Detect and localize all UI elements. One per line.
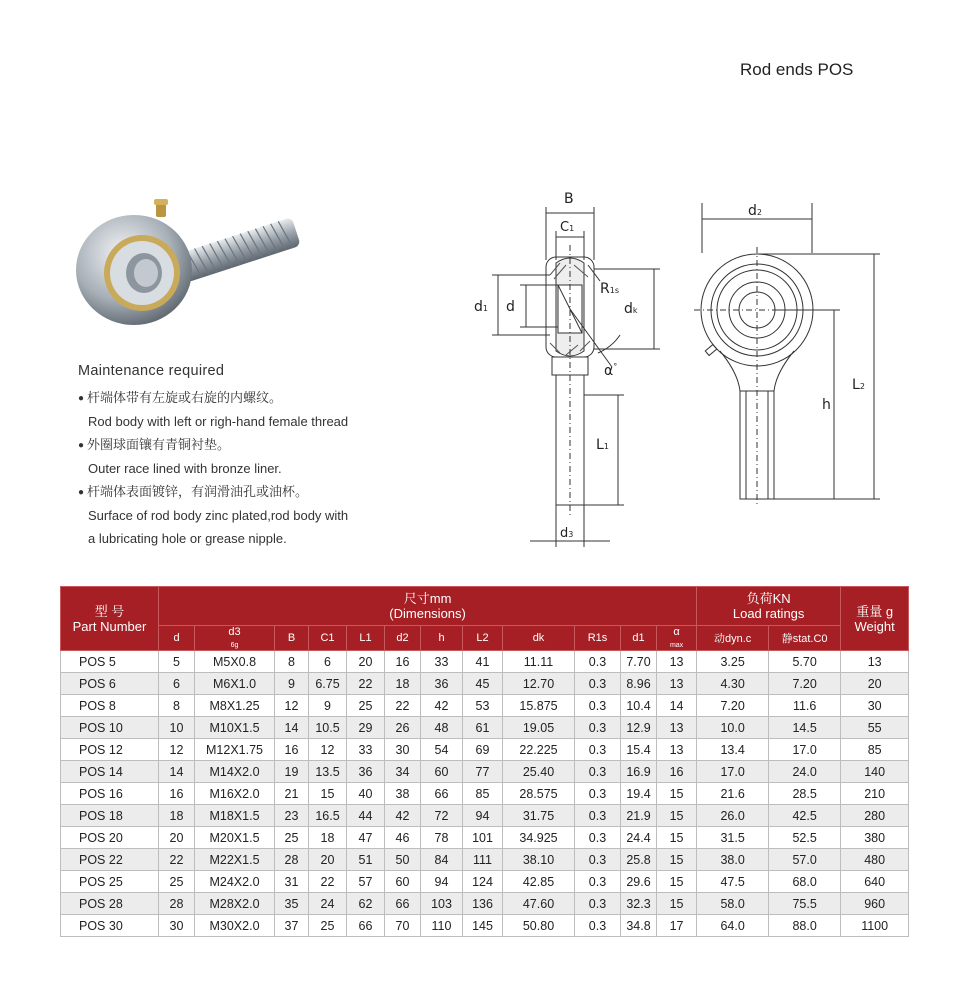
table-cell: M28X2.0 bbox=[195, 893, 275, 915]
table-cell: M22X1.5 bbox=[195, 849, 275, 871]
table-cell: 11.11 bbox=[503, 651, 575, 673]
table-cell: 18 bbox=[385, 673, 421, 695]
table-cell: 29.6 bbox=[621, 871, 657, 893]
table-cell: 3.25 bbox=[697, 651, 769, 673]
label-L1: L bbox=[596, 437, 604, 453]
svg-text:L2: L2 bbox=[852, 377, 865, 393]
table-cell: 42.85 bbox=[503, 871, 575, 893]
weight-header: 重量 g Weight bbox=[841, 587, 909, 651]
label-dk: d bbox=[624, 301, 633, 317]
part-number-cell: POS 28 bbox=[61, 893, 159, 915]
table-cell: 6 bbox=[159, 673, 195, 695]
table-cell: 25.8 bbox=[621, 849, 657, 871]
table-cell: 13 bbox=[657, 739, 697, 761]
svg-text:R1s: R1s bbox=[600, 281, 619, 297]
note-2-cn: ● 外圈球面镶有青铜衬垫。 bbox=[78, 434, 408, 459]
table-cell: 960 bbox=[841, 893, 909, 915]
table-cell: M18X1.5 bbox=[195, 805, 275, 827]
table-cell: 53 bbox=[463, 695, 503, 717]
table-cell: 46 bbox=[385, 827, 421, 849]
table-row bbox=[61, 893, 909, 915]
table-cell: 22 bbox=[347, 673, 385, 695]
table-row bbox=[61, 915, 909, 937]
part-number-cell: POS 6 bbox=[61, 673, 159, 695]
table-cell: 13.5 bbox=[309, 761, 347, 783]
table-row bbox=[61, 651, 909, 673]
svg-text:d2: d2 bbox=[748, 203, 762, 219]
front-view-drawing bbox=[690, 195, 890, 515]
table-cell: 19.4 bbox=[621, 783, 657, 805]
table-cell: 15 bbox=[309, 783, 347, 805]
table-cell: 8.96 bbox=[621, 673, 657, 695]
table-cell: 85 bbox=[463, 783, 503, 805]
table-cell: 54 bbox=[421, 739, 463, 761]
table-cell: 84 bbox=[421, 849, 463, 871]
table-cell: 32.3 bbox=[621, 893, 657, 915]
table-cell: 5 bbox=[159, 651, 195, 673]
table-cell: 15.875 bbox=[503, 695, 575, 717]
table-cell: M8X1.25 bbox=[195, 695, 275, 717]
part-number-cell: POS 25 bbox=[61, 871, 159, 893]
table-cell: 41 bbox=[463, 651, 503, 673]
table-cell: 88.0 bbox=[769, 915, 841, 937]
part-number-cell: POS 12 bbox=[61, 739, 159, 761]
table-cell: 25 bbox=[309, 915, 347, 937]
table-cell: 10.4 bbox=[621, 695, 657, 717]
table-cell: 0.3 bbox=[575, 761, 621, 783]
svg-text:α°: α° bbox=[604, 362, 618, 379]
table-cell: 0.3 bbox=[575, 893, 621, 915]
label-C1: C bbox=[560, 220, 570, 235]
table-cell: 145 bbox=[463, 915, 503, 937]
note-3-en-line2: a lubricating hole or grease nipple. bbox=[88, 530, 287, 546]
table-cell: M24X2.0 bbox=[195, 871, 275, 893]
table-cell: 52.5 bbox=[769, 827, 841, 849]
col-R1s: R1s bbox=[575, 626, 621, 651]
label-d: d bbox=[506, 299, 515, 315]
table-cell: 22 bbox=[385, 695, 421, 717]
table-cell: 15 bbox=[657, 827, 697, 849]
col-B: B bbox=[275, 626, 309, 651]
note-2-en: Outer race lined with bronze liner. bbox=[88, 461, 282, 476]
table-cell: 19 bbox=[275, 761, 309, 783]
table-cell: M5X0.8 bbox=[195, 651, 275, 673]
table-cell: 28.5 bbox=[769, 783, 841, 805]
table-cell: 17.0 bbox=[769, 739, 841, 761]
table-cell: 1100 bbox=[841, 915, 909, 937]
table-cell: 40 bbox=[347, 783, 385, 805]
table-cell: 70 bbox=[385, 915, 421, 937]
table-cell: 28 bbox=[275, 849, 309, 871]
table-row bbox=[61, 695, 909, 717]
table-cell: 48 bbox=[421, 717, 463, 739]
table-cell: 14 bbox=[275, 717, 309, 739]
table-cell: 16 bbox=[275, 739, 309, 761]
label-alpha: α bbox=[604, 363, 614, 379]
table-cell: 68.0 bbox=[769, 871, 841, 893]
svg-text:L1: L1 bbox=[596, 437, 609, 453]
table-cell: 9 bbox=[309, 695, 347, 717]
svg-text:C1: C1 bbox=[560, 220, 575, 235]
side-section-drawing bbox=[470, 185, 670, 550]
table-cell: 24.4 bbox=[621, 827, 657, 849]
part-number-cell: POS 10 bbox=[61, 717, 159, 739]
table-cell: 20 bbox=[841, 673, 909, 695]
table-cell: 0.3 bbox=[575, 849, 621, 871]
table-cell: 0.3 bbox=[575, 915, 621, 937]
label-d1: d bbox=[474, 299, 483, 315]
table-cell: 22 bbox=[309, 871, 347, 893]
table-cell: 64.0 bbox=[697, 915, 769, 937]
table-cell: 210 bbox=[841, 783, 909, 805]
table-cell: 6.75 bbox=[309, 673, 347, 695]
table-cell: 72 bbox=[421, 805, 463, 827]
svg-text:dk: dk bbox=[624, 301, 638, 317]
table-cell: 33 bbox=[421, 651, 463, 673]
table-cell: 0.3 bbox=[575, 717, 621, 739]
table-cell: 640 bbox=[841, 871, 909, 893]
table-cell: 51 bbox=[347, 849, 385, 871]
table-cell: 0.3 bbox=[575, 673, 621, 695]
table-cell: 45 bbox=[463, 673, 503, 695]
table-cell: 66 bbox=[421, 783, 463, 805]
table-cell: 22.225 bbox=[503, 739, 575, 761]
table-cell: 31.75 bbox=[503, 805, 575, 827]
table-cell: 13.4 bbox=[697, 739, 769, 761]
table-cell: 47.60 bbox=[503, 893, 575, 915]
table-cell: 14 bbox=[657, 695, 697, 717]
part-number-cell: POS 18 bbox=[61, 805, 159, 827]
table-cell: 42 bbox=[385, 805, 421, 827]
table-cell: M30X2.0 bbox=[195, 915, 275, 937]
table-cell: 12 bbox=[159, 739, 195, 761]
table-cell: 30 bbox=[385, 739, 421, 761]
table-cell: 42 bbox=[421, 695, 463, 717]
table-cell: 8 bbox=[159, 695, 195, 717]
label-B: B bbox=[564, 191, 574, 207]
dimensions-header: 尺寸mm (Dimensions) bbox=[159, 587, 697, 626]
table-cell: 124 bbox=[463, 871, 503, 893]
part-number-cell: POS 30 bbox=[61, 915, 159, 937]
table-cell: M12X1.75 bbox=[195, 739, 275, 761]
table-cell: 12 bbox=[275, 695, 309, 717]
table-cell: 11.6 bbox=[769, 695, 841, 717]
table-cell: 28.575 bbox=[503, 783, 575, 805]
label-L2: L bbox=[852, 377, 860, 393]
table-cell: 38 bbox=[385, 783, 421, 805]
table-cell: 34.8 bbox=[621, 915, 657, 937]
table-cell: 35 bbox=[275, 893, 309, 915]
table-cell: 0.3 bbox=[575, 651, 621, 673]
table-row bbox=[61, 673, 909, 695]
table-cell: 29 bbox=[347, 717, 385, 739]
table-cell: 57.0 bbox=[769, 849, 841, 871]
table-cell: 47.5 bbox=[697, 871, 769, 893]
note-3-cn: ● 杆端体表面镀锌，有润滑油孔或油杯。 bbox=[78, 481, 408, 506]
table-cell: 0.3 bbox=[575, 827, 621, 849]
table-cell: 85 bbox=[841, 739, 909, 761]
table-cell: 103 bbox=[421, 893, 463, 915]
col-L1: L1 bbox=[347, 626, 385, 651]
table-cell: 60 bbox=[421, 761, 463, 783]
table-cell: 0.3 bbox=[575, 783, 621, 805]
table-cell: 13 bbox=[657, 673, 697, 695]
table-cell: 7.20 bbox=[697, 695, 769, 717]
table-cell: 66 bbox=[347, 915, 385, 937]
part-number-cell: POS 20 bbox=[61, 827, 159, 849]
table-cell: 18 bbox=[309, 827, 347, 849]
table-row bbox=[61, 805, 909, 827]
table-cell: 69 bbox=[463, 739, 503, 761]
table-cell: M20X1.5 bbox=[195, 827, 275, 849]
table-cell: 101 bbox=[463, 827, 503, 849]
table-row bbox=[61, 783, 909, 805]
table-cell: 16 bbox=[657, 761, 697, 783]
table-cell: 8 bbox=[275, 651, 309, 673]
table-cell: 0.3 bbox=[575, 805, 621, 827]
part-number-cell: POS 8 bbox=[61, 695, 159, 717]
spec-table bbox=[60, 586, 909, 937]
table-cell: 47 bbox=[347, 827, 385, 849]
table-cell: 21.9 bbox=[621, 805, 657, 827]
table-cell: 20 bbox=[159, 827, 195, 849]
table-cell: 44 bbox=[347, 805, 385, 827]
part-number-header: 型 号 Part Number bbox=[61, 587, 159, 651]
table-cell: 20 bbox=[309, 849, 347, 871]
table-cell: 17 bbox=[657, 915, 697, 937]
table-cell: 9 bbox=[275, 673, 309, 695]
table-cell: 10 bbox=[159, 717, 195, 739]
part-number-cell: POS 14 bbox=[61, 761, 159, 783]
col-C1: C1 bbox=[309, 626, 347, 651]
part-number-cell: POS 22 bbox=[61, 849, 159, 871]
col-dyn: 动dyn.c bbox=[697, 626, 769, 651]
svg-text:d1: d1 bbox=[474, 299, 488, 315]
table-cell: 38.10 bbox=[503, 849, 575, 871]
table-cell: 0.3 bbox=[575, 739, 621, 761]
table-row bbox=[61, 827, 909, 849]
table-cell: 77 bbox=[463, 761, 503, 783]
maintenance-heading: Maintenance required bbox=[78, 363, 225, 379]
table-cell: 61 bbox=[463, 717, 503, 739]
table-cell: 14 bbox=[159, 761, 195, 783]
table-cell: 110 bbox=[421, 915, 463, 937]
maintenance-notes bbox=[78, 360, 408, 550]
table-cell: 15 bbox=[657, 805, 697, 827]
table-cell: M14X2.0 bbox=[195, 761, 275, 783]
table-cell: 17.0 bbox=[697, 761, 769, 783]
table-cell: 480 bbox=[841, 849, 909, 871]
table-cell: 42.5 bbox=[769, 805, 841, 827]
note-3-en-line1: Surface of rod body zinc plated,rod body with bbox=[88, 508, 349, 523]
table-cell: 24 bbox=[309, 893, 347, 915]
table-row bbox=[61, 717, 909, 739]
label-R1s: R bbox=[600, 281, 610, 297]
table-cell: 7.20 bbox=[769, 673, 841, 695]
table-cell: 13 bbox=[657, 717, 697, 739]
table-cell: 57 bbox=[347, 871, 385, 893]
table-cell: 23 bbox=[275, 805, 309, 827]
part-number-cell: POS 16 bbox=[61, 783, 159, 805]
table-cell: 136 bbox=[463, 893, 503, 915]
table-cell: 111 bbox=[463, 849, 503, 871]
table-cell: 31 bbox=[275, 871, 309, 893]
table-cell: 21 bbox=[275, 783, 309, 805]
table-cell: 28 bbox=[159, 893, 195, 915]
table-cell: 15 bbox=[657, 783, 697, 805]
table-cell: 10.5 bbox=[309, 717, 347, 739]
table-cell: 18 bbox=[159, 805, 195, 827]
table-cell: 21.6 bbox=[697, 783, 769, 805]
table-cell: 14.5 bbox=[769, 717, 841, 739]
table-cell: 55 bbox=[841, 717, 909, 739]
table-cell: 22 bbox=[159, 849, 195, 871]
table-cell: 16.9 bbox=[621, 761, 657, 783]
table-cell: 24.0 bbox=[769, 761, 841, 783]
table-cell: 280 bbox=[841, 805, 909, 827]
table-cell: 20 bbox=[347, 651, 385, 673]
table-cell: 15.4 bbox=[621, 739, 657, 761]
table-cell: 66 bbox=[385, 893, 421, 915]
table-cell: 16.5 bbox=[309, 805, 347, 827]
col-d: d bbox=[159, 626, 195, 651]
table-cell: 19.05 bbox=[503, 717, 575, 739]
col-alpha: α max bbox=[657, 626, 697, 651]
page-title: Rod ends POS bbox=[740, 60, 854, 79]
table-cell: 62 bbox=[347, 893, 385, 915]
table-cell: 26.0 bbox=[697, 805, 769, 827]
table-cell: 94 bbox=[463, 805, 503, 827]
table-cell: 36 bbox=[347, 761, 385, 783]
table-cell: 33 bbox=[347, 739, 385, 761]
table-cell: 38.0 bbox=[697, 849, 769, 871]
col-d1: d1 bbox=[621, 626, 657, 651]
col-dk: dk bbox=[503, 626, 575, 651]
table-cell: 13 bbox=[657, 651, 697, 673]
table-cell: M10X1.5 bbox=[195, 717, 275, 739]
part-number-cell: POS 5 bbox=[61, 651, 159, 673]
table-cell: 15 bbox=[657, 871, 697, 893]
table-cell: 15 bbox=[657, 849, 697, 871]
table-cell: 50.80 bbox=[503, 915, 575, 937]
table-cell: 0.3 bbox=[575, 871, 621, 893]
label-d2: d bbox=[748, 203, 757, 219]
col-d2: d2 bbox=[385, 626, 421, 651]
table-cell: 34.925 bbox=[503, 827, 575, 849]
table-cell: 16 bbox=[385, 651, 421, 673]
table-cell: 30 bbox=[159, 915, 195, 937]
col-L2: L2 bbox=[463, 626, 503, 651]
table-cell: 25.40 bbox=[503, 761, 575, 783]
table-cell: 75.5 bbox=[769, 893, 841, 915]
table-cell: 4.30 bbox=[697, 673, 769, 695]
col-stat: 静stat.C0 bbox=[769, 626, 841, 651]
table-cell: M6X1.0 bbox=[195, 673, 275, 695]
table-cell: 10.0 bbox=[697, 717, 769, 739]
table-cell: 0.3 bbox=[575, 695, 621, 717]
table-cell: 12.9 bbox=[621, 717, 657, 739]
table-cell: 25 bbox=[159, 871, 195, 893]
table-cell: 25 bbox=[347, 695, 385, 717]
table-cell: 15 bbox=[657, 893, 697, 915]
table-cell: 58.0 bbox=[697, 893, 769, 915]
rod-end-photo bbox=[72, 195, 312, 335]
table-cell: 5.70 bbox=[769, 651, 841, 673]
table-cell: 16 bbox=[159, 783, 195, 805]
table-cell: 36 bbox=[421, 673, 463, 695]
table-cell: 37 bbox=[275, 915, 309, 937]
table-cell: 13 bbox=[841, 651, 909, 673]
col-h: h bbox=[421, 626, 463, 651]
table-cell: 30 bbox=[841, 695, 909, 717]
table-row bbox=[61, 761, 909, 783]
table-cell: 26 bbox=[385, 717, 421, 739]
table-cell: M16X2.0 bbox=[195, 783, 275, 805]
table-cell: 25 bbox=[275, 827, 309, 849]
table-cell: 12.70 bbox=[503, 673, 575, 695]
note-1-cn: ● 杆端体带有左旋或右旋的内螺纹。 bbox=[78, 387, 408, 412]
table-row bbox=[61, 871, 909, 893]
table-cell: 7.70 bbox=[621, 651, 657, 673]
note-1-en: Rod body with left or righ-hand female thread bbox=[88, 414, 349, 429]
label-h: h bbox=[822, 397, 831, 413]
load-ratings-header: 负荷KN Load ratings bbox=[697, 587, 841, 626]
svg-text:d3: d3 bbox=[560, 526, 574, 541]
table-cell: 6 bbox=[309, 651, 347, 673]
table-cell: 140 bbox=[841, 761, 909, 783]
table-cell: 94 bbox=[421, 871, 463, 893]
table-row bbox=[61, 739, 909, 761]
label-d3: d bbox=[560, 526, 569, 541]
table-cell: 60 bbox=[385, 871, 421, 893]
table-cell: 31.5 bbox=[697, 827, 769, 849]
table-cell: 78 bbox=[421, 827, 463, 849]
table-row bbox=[61, 849, 909, 871]
table-cell: 34 bbox=[385, 761, 421, 783]
col-d3: d3 6g bbox=[195, 626, 275, 651]
table-cell: 50 bbox=[385, 849, 421, 871]
table-cell: 12 bbox=[309, 739, 347, 761]
table-cell: 380 bbox=[841, 827, 909, 849]
